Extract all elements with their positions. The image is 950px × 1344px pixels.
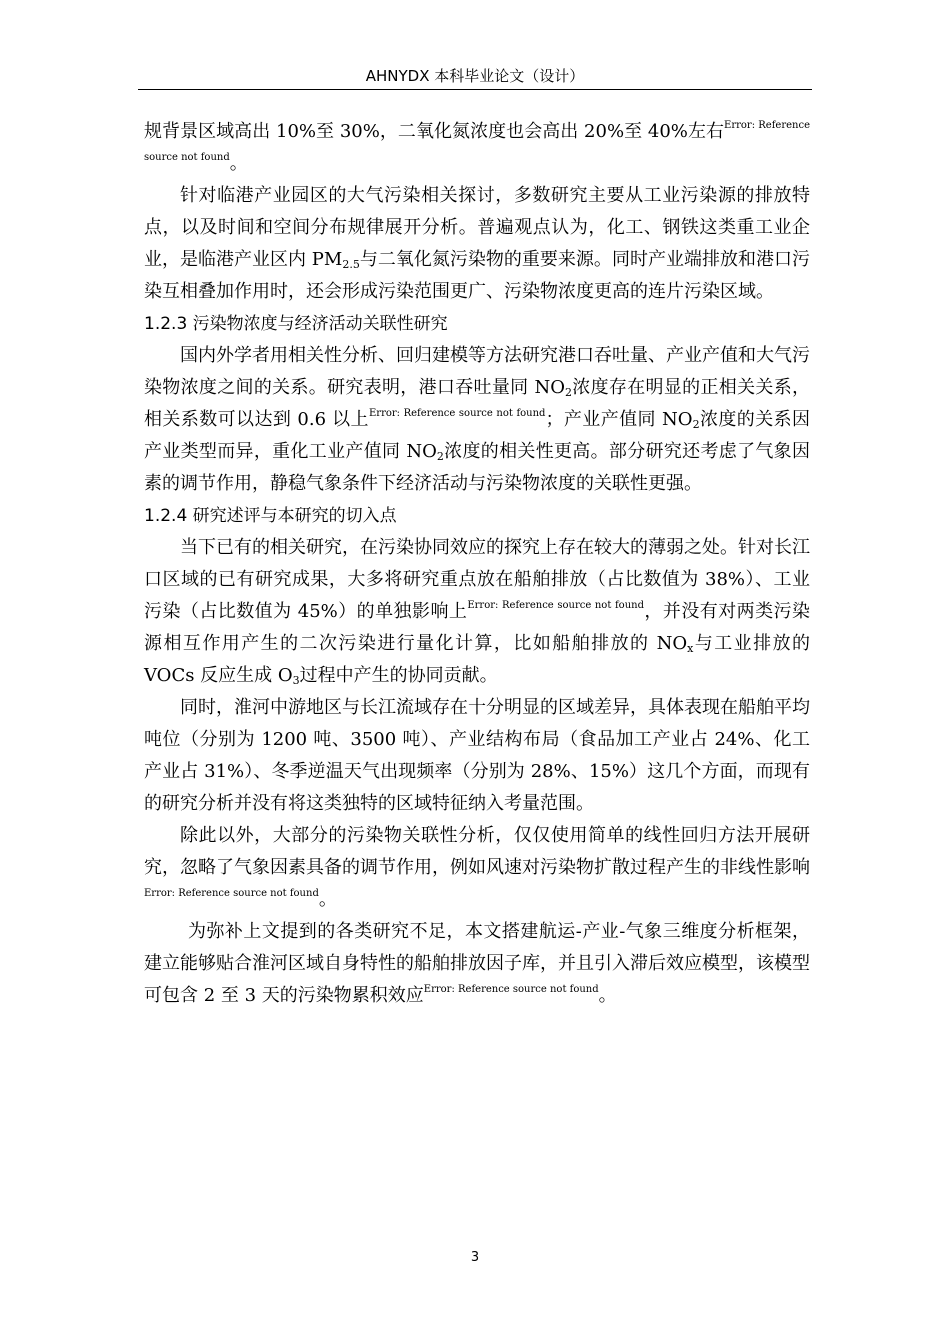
reference-error: Error: Reference source not found: [423, 984, 599, 995]
paragraph-6: 除此以外，大部分的污染物关联性分析，仅仅使用简单的线性回归方法开展研究，忽略了气象因素具备的调节作用，例如风速对污染物扩散过程产生的非线性影响$^{Error: Reference source not found}$。: [144, 825, 810, 910]
section-heading-1-2-3: 1.2.3 污染物浓度与经济活动关联性研究: [144, 314, 448, 334]
paragraph-2: 针对临港产业园区的大气污染相关探讨，多数研究主要从工业污染源的排放特点，以及时间和空间分布规律展开分析。普遍观点认为，化工、钢铁这类重工业企业，是临港产业区内 $PM_{2.5}$与二氧化氮污染物的重要来源。同时产业端排放和港口污染互相叠加作用时，还会形成污染范围更广、污染物浓度更高的连片污染区域。: [144, 185, 811, 302]
paragraph-5: 同时，淮河中游地区与长江流域存在十分明显的区域差异，具体表现在船舶平均吨位（分别为 1200 吨、3500 吨）、产业结构布局（食品加工产业占 24%、化工产业占 31%）、冬季逆温天气出现频率（分别为 28%、15%）这几个方面，而现有的研究分析并没有将这类独特的区域特征纳入考量范围。: [144, 697, 810, 814]
paragraph-3: 国内外学者用相关性分析、回归建模等方法研究港口吞吐量、产业产值和大气污染物浓度之间的关系。研究表明，港口吞吐量同 $NO_2$浓度存在明显的正相关关系，相关系数可以达到 0.6 以上$^{Error: Reference source not found}$；产业产值同 $NO_2$浓度的关系因产业类型而异，重化工业产值同 $NO_2$浓度的相关性更高。部分研究还考虑了气象因素的调节作用，静稳气象条件下经济活动与污染物浓度的关联性更强。: [144, 345, 811, 494]
document-body: [144, 116, 810, 1012]
reference-error: Error: Reference source not found: [144, 888, 319, 899]
reference-error: Error: Reference source not found: [144, 120, 811, 163]
section-heading-1-2-4: 1.2.4 研究述评与本研究的切入点: [144, 506, 397, 526]
paragraph-1: 规背景区域高出 10%至 30%，二氧化氮浓度也会高出 20%至 40%左右$^{Error: Reference source not found}$。: [144, 120, 811, 174]
page-number: 3: [470, 1250, 480, 1265]
header-title: AHNYDX 本科毕业论文（设计）: [365, 67, 585, 85]
paragraph-7: 为弥补上文提到的各类研究不足，本文搭建航运-产业-气象三维度分析框架，建立能够贴合淮河区域自身特性的船舶排放因子库，并且引入滞后效应模型，该模型可包含 2 至 3 天的污染物累积效应$^{Error: Reference source not found}$。: [144, 921, 810, 1006]
reference-error: Error: Reference source not found: [368, 408, 546, 419]
page-header: [138, 66, 812, 90]
paragraph-4: 当下已有的相关研究，在污染协同效应的探究上存在较大的薄弱之处。针对长江口区域的已有研究成果，大多将研究重点放在船舶排放（占比数值为 38%）、工业污染（占比数值为 45%）的单独影响上$^{Error: Reference source not found}$，并没有对两类污染源相互作用产生的二次污染进行量化计算，比如船舶排放的 $NO_x$与工业排放的 VOCs 反应生成 $O_3$过程中产生的协同贡献。: [144, 537, 811, 687]
reference-error: Error: Reference source not found: [467, 600, 644, 611]
